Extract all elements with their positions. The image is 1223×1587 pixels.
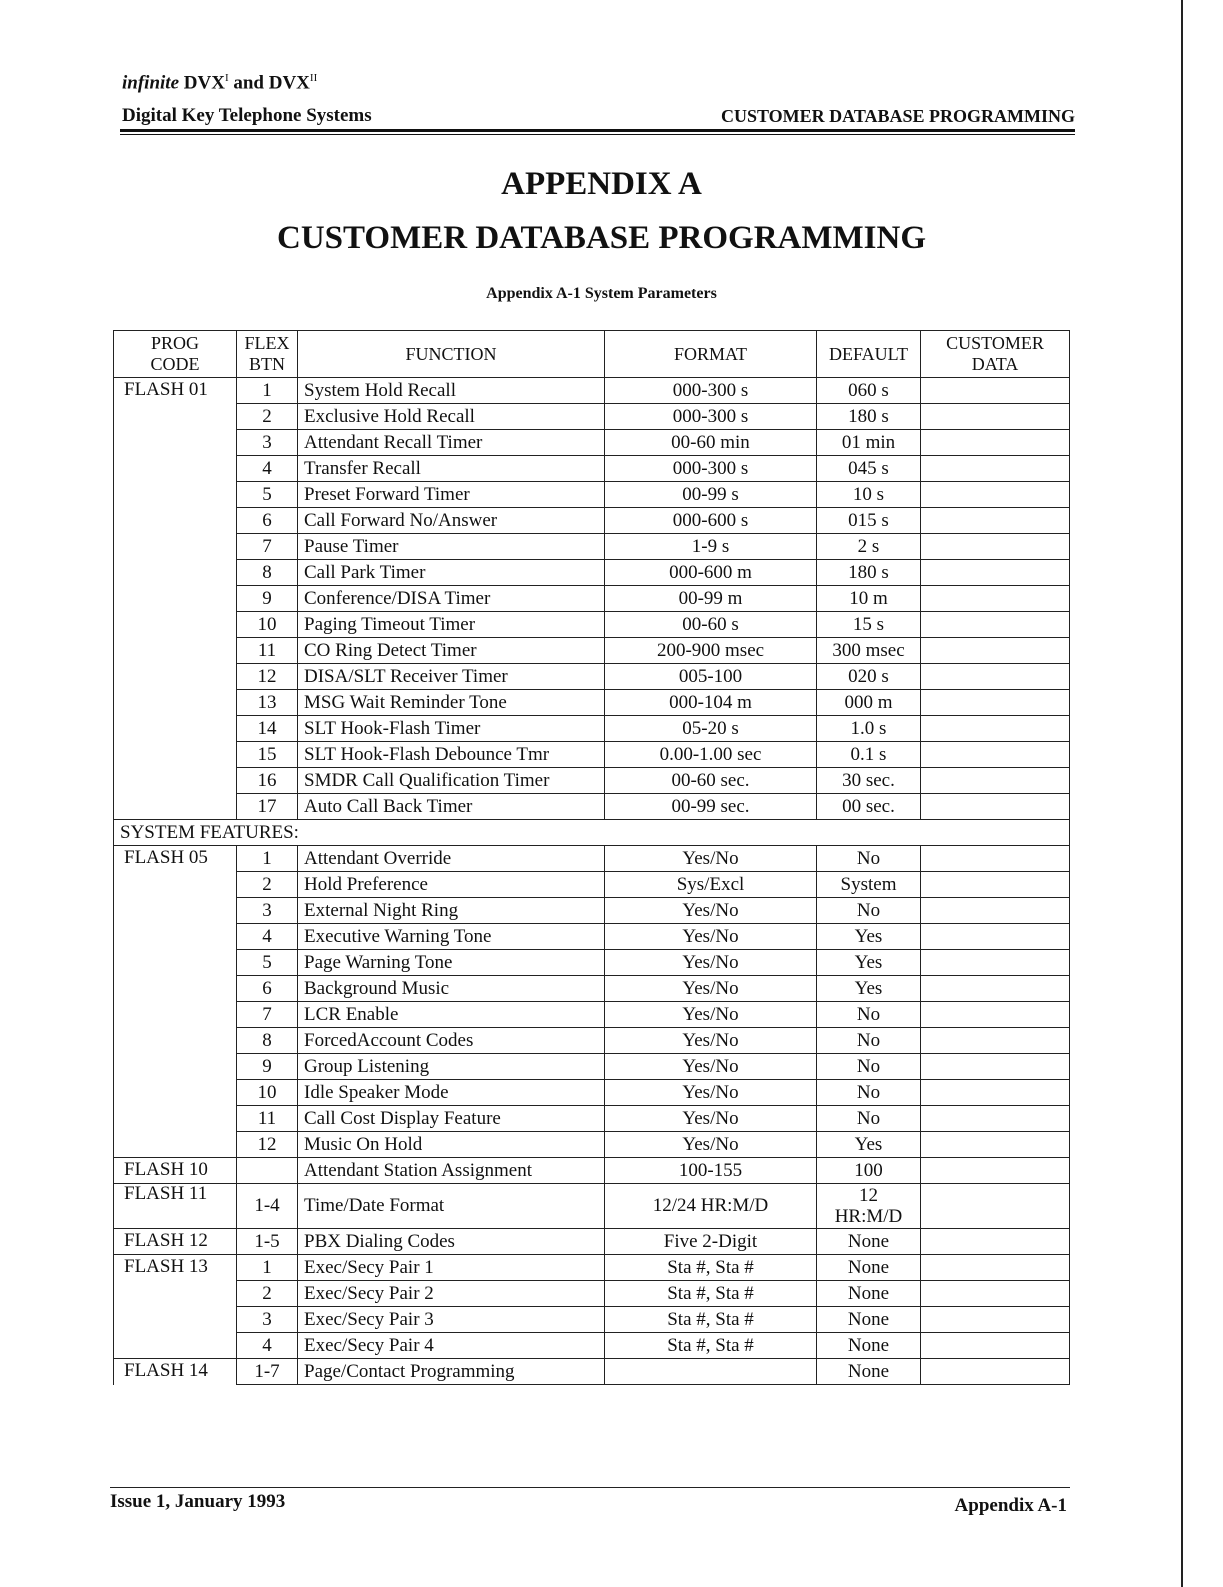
default-cell: No xyxy=(817,1054,921,1080)
format-cell: Yes/No xyxy=(605,950,817,976)
format-cell: Yes/No xyxy=(605,1002,817,1028)
function-cell: DISA/SLT Receiver Timer xyxy=(298,664,605,690)
format-cell: 000-600 m xyxy=(605,560,817,586)
default-cell: 015 s xyxy=(817,508,921,534)
prog-code-cell xyxy=(114,664,237,690)
table-row xyxy=(114,1158,1070,1184)
function-cell: Hold Preference xyxy=(298,872,605,898)
customer-data-cell[interactable] xyxy=(921,1080,1070,1106)
prog-code-cell xyxy=(114,1307,237,1333)
flex-btn-cell: 9 xyxy=(237,586,298,612)
default-cell: Yes xyxy=(817,950,921,976)
default-cell: Yes xyxy=(817,924,921,950)
customer-data-cell[interactable] xyxy=(921,1184,1070,1229)
format-cell: 005-100 xyxy=(605,664,817,690)
customer-data-cell[interactable] xyxy=(921,950,1070,976)
prog-code-cell xyxy=(114,1028,237,1054)
model-name: DVX xyxy=(183,72,225,94)
flex-btn-cell: 1 xyxy=(237,1255,298,1281)
format-cell: 100-155 xyxy=(605,1158,817,1184)
flex-btn-cell: 3 xyxy=(237,1307,298,1333)
function-cell: System Hold Recall xyxy=(298,378,605,404)
prog-code-cell xyxy=(114,1132,237,1158)
document-header-product xyxy=(122,72,317,94)
prog-code-cell xyxy=(114,1002,237,1028)
function-cell: Call Cost Display Feature xyxy=(298,1106,605,1132)
format-cell: 00-60 s xyxy=(605,612,817,638)
customer-data-cell[interactable] xyxy=(921,924,1070,950)
flex-btn-cell: 1-7 xyxy=(237,1359,298,1385)
function-cell: Attendant Recall Timer xyxy=(298,430,605,456)
default-cell: No xyxy=(817,846,921,872)
flex-btn-cell: 4 xyxy=(237,924,298,950)
format-cell: 05-20 s xyxy=(605,716,817,742)
customer-data-cell[interactable] xyxy=(921,1359,1070,1385)
customer-data-cell[interactable] xyxy=(921,1028,1070,1054)
prog-code-cell xyxy=(114,1333,237,1359)
format-cell: Sta #, Sta # xyxy=(605,1307,817,1333)
footer-issue: Issue 1, January 1993 xyxy=(110,1491,286,1512)
appendix-title: APPENDIX A xyxy=(501,166,702,202)
format-cell: 000-300 s xyxy=(605,378,817,404)
default-cell: Yes xyxy=(817,976,921,1002)
format-cell: Sta #, Sta # xyxy=(605,1281,817,1307)
format-cell: 00-99 sec. xyxy=(605,794,817,820)
table-row xyxy=(114,846,1070,872)
format-cell: 00-99 s xyxy=(605,482,817,508)
function-cell: SLT Hook-Flash Debounce Tmr xyxy=(298,742,605,768)
flex-btn-cell: 8 xyxy=(237,560,298,586)
customer-data-cell[interactable] xyxy=(921,456,1070,482)
table-row xyxy=(114,1229,1070,1255)
default-cell: None xyxy=(817,1281,921,1307)
customer-data-cell[interactable] xyxy=(921,872,1070,898)
default-cell: None xyxy=(817,1255,921,1281)
format-cell: 000-300 s xyxy=(605,404,817,430)
flex-btn-cell: 13 xyxy=(237,690,298,716)
function-cell: Page Warning Tone xyxy=(298,950,605,976)
prog-code-cell xyxy=(114,950,237,976)
customer-data-cell[interactable] xyxy=(921,612,1070,638)
customer-data-cell[interactable] xyxy=(921,1333,1070,1359)
function-cell: SLT Hook-Flash Timer xyxy=(298,716,605,742)
default-cell: No xyxy=(817,1106,921,1132)
format-cell: Yes/No xyxy=(605,1080,817,1106)
brand-name: infinite xyxy=(122,72,180,94)
table-row xyxy=(114,898,1070,924)
table-row xyxy=(114,1307,1070,1333)
default-cell: 00 sec. xyxy=(817,794,921,820)
customer-data-cell[interactable] xyxy=(921,1229,1070,1255)
table-row xyxy=(114,1054,1070,1080)
format-cell: 00-60 sec. xyxy=(605,768,817,794)
col-header-flex-btn: FLEX BTN xyxy=(237,331,298,378)
function-cell: Auto Call Back Timer xyxy=(298,794,605,820)
function-cell: SMDR Call Qualification Timer xyxy=(298,768,605,794)
prog-code-cell xyxy=(114,976,237,1002)
default-cell: 10 m xyxy=(817,586,921,612)
col-header-function: FUNCTION xyxy=(298,331,605,378)
flex-btn-cell: 1 xyxy=(237,378,298,404)
prog-code-cell xyxy=(114,1106,237,1132)
prog-code-cell: FLASH 01 xyxy=(114,378,237,404)
customer-data-cell[interactable] xyxy=(921,508,1070,534)
function-cell: Idle Speaker Mode xyxy=(298,1080,605,1106)
flex-btn-cell: 12 xyxy=(237,1132,298,1158)
table-row xyxy=(114,664,1070,690)
flex-btn-cell: 3 xyxy=(237,430,298,456)
flex-btn-cell: 10 xyxy=(237,1080,298,1106)
document-header-section: CUSTOMER DATABASE PROGRAMMING xyxy=(720,106,1075,126)
flex-btn-cell: 17 xyxy=(237,794,298,820)
table-row xyxy=(114,976,1070,1002)
flex-btn-cell: 16 xyxy=(237,768,298,794)
prog-code-cell: FLASH 10 xyxy=(114,1158,237,1184)
default-cell: No xyxy=(817,898,921,924)
prog-code-cell xyxy=(114,456,237,482)
table-row xyxy=(114,534,1070,560)
customer-data-cell[interactable] xyxy=(921,898,1070,924)
format-cell xyxy=(605,1359,817,1385)
function-cell: Page/Contact Programming xyxy=(298,1359,605,1385)
format-cell: 000-600 s xyxy=(605,508,817,534)
section-label: SYSTEM FEATURES: xyxy=(114,820,1070,846)
table-caption: Appendix A-1 System Parameters xyxy=(486,285,717,302)
customer-data-cell[interactable] xyxy=(921,1002,1070,1028)
customer-data-cell[interactable] xyxy=(921,404,1070,430)
table-row xyxy=(114,1028,1070,1054)
customer-data-cell[interactable] xyxy=(921,638,1070,664)
flex-btn-cell: 15 xyxy=(237,742,298,768)
format-cell: 00-99 m xyxy=(605,586,817,612)
flex-btn-cell: 2 xyxy=(237,1281,298,1307)
prog-code-cell xyxy=(114,482,237,508)
flex-btn-cell: 7 xyxy=(237,1002,298,1028)
prog-code-cell xyxy=(114,794,237,820)
format-cell: Yes/No xyxy=(605,898,817,924)
default-cell: Yes xyxy=(817,1132,921,1158)
customer-data-cell[interactable] xyxy=(921,1158,1070,1184)
model-sup-1: I xyxy=(224,72,229,84)
customer-data-cell[interactable] xyxy=(921,586,1070,612)
default-cell: 180 s xyxy=(817,560,921,586)
customer-data-cell[interactable] xyxy=(921,716,1070,742)
function-cell: Time/Date Format xyxy=(298,1184,605,1229)
format-cell: Five 2-Digit xyxy=(605,1229,817,1255)
table-row xyxy=(114,1002,1070,1028)
table-row xyxy=(114,794,1070,820)
default-cell: None xyxy=(817,1229,921,1255)
customer-data-cell[interactable] xyxy=(921,690,1070,716)
page-title: CUSTOMER DATABASE PROGRAMMING xyxy=(276,220,927,256)
footer-rule xyxy=(110,1487,1070,1488)
prog-code-cell: FLASH 13 xyxy=(114,1255,237,1281)
flex-btn-cell: 1-4 xyxy=(237,1184,298,1229)
flex-btn-cell: 6 xyxy=(237,976,298,1002)
prog-code-cell xyxy=(114,898,237,924)
function-cell: Exclusive Hold Recall xyxy=(298,404,605,430)
prog-code-cell: FLASH 12 xyxy=(114,1229,237,1255)
prog-code-cell xyxy=(114,742,237,768)
col-header-format: FORMAT xyxy=(605,331,817,378)
function-cell: Exec/Secy Pair 2 xyxy=(298,1281,605,1307)
prog-code-cell xyxy=(114,716,237,742)
customer-data-cell[interactable] xyxy=(921,534,1070,560)
prog-code-cell: FLASH 05 xyxy=(114,846,237,872)
prog-code-cell xyxy=(114,560,237,586)
prog-code-cell xyxy=(114,534,237,560)
prog-code-cell: FLASH 14 xyxy=(114,1359,237,1385)
format-cell: Yes/No xyxy=(605,924,817,950)
table-row xyxy=(114,586,1070,612)
page-edge-line xyxy=(1181,0,1183,1587)
format-cell: Yes/No xyxy=(605,846,817,872)
customer-data-cell[interactable] xyxy=(921,664,1070,690)
table-row xyxy=(114,404,1070,430)
prog-code-cell xyxy=(114,404,237,430)
format-cell: 000-104 m xyxy=(605,690,817,716)
customer-data-cell[interactable] xyxy=(921,1054,1070,1080)
default-cell: 30 sec. xyxy=(817,768,921,794)
prog-code-cell xyxy=(114,586,237,612)
format-cell: Sys/Excl xyxy=(605,872,817,898)
prog-code-cell xyxy=(114,1054,237,1080)
header-rule-thin xyxy=(120,134,1075,135)
format-cell: 000-300 s xyxy=(605,456,817,482)
function-cell: ForcedAccount Codes xyxy=(298,1028,605,1054)
function-cell: Group Listening xyxy=(298,1054,605,1080)
format-cell: 200-900 msec xyxy=(605,638,817,664)
function-cell: Exec/Secy Pair 4 xyxy=(298,1333,605,1359)
function-cell: MSG Wait Reminder Tone xyxy=(298,690,605,716)
format-cell: 12/24 HR:M/D xyxy=(605,1184,817,1229)
table-row xyxy=(114,950,1070,976)
flex-btn-cell: 4 xyxy=(237,1333,298,1359)
prog-code-cell xyxy=(114,430,237,456)
prog-code-cell xyxy=(114,872,237,898)
table-row xyxy=(114,1281,1070,1307)
default-cell: None xyxy=(817,1307,921,1333)
table-row xyxy=(114,430,1070,456)
table-row xyxy=(114,508,1070,534)
default-cell: None xyxy=(817,1359,921,1385)
prog-code-cell xyxy=(114,768,237,794)
default-cell: 000 m xyxy=(817,690,921,716)
customer-data-cell[interactable] xyxy=(921,1281,1070,1307)
flex-btn-cell: 3 xyxy=(237,898,298,924)
table-row xyxy=(114,768,1070,794)
default-cell: None xyxy=(817,1333,921,1359)
format-cell: Yes/No xyxy=(605,1132,817,1158)
format-cell: 1-9 s xyxy=(605,534,817,560)
prog-code-cell xyxy=(114,1080,237,1106)
default-cell: System xyxy=(817,872,921,898)
default-cell: 100 xyxy=(817,1158,921,1184)
flex-btn-cell: 6 xyxy=(237,508,298,534)
function-cell: Exec/Secy Pair 3 xyxy=(298,1307,605,1333)
col-header-default: DEFAULT xyxy=(817,331,921,378)
table-row xyxy=(114,1184,1070,1229)
customer-data-cell[interactable] xyxy=(921,976,1070,1002)
function-cell: Background Music xyxy=(298,976,605,1002)
default-cell: 060 s xyxy=(817,378,921,404)
format-cell: 00-60 min xyxy=(605,430,817,456)
default-cell: 10 s xyxy=(817,482,921,508)
default-cell: 12 HR:M/D xyxy=(817,1184,921,1229)
function-cell: PBX Dialing Codes xyxy=(298,1229,605,1255)
system-parameters-table xyxy=(113,330,1070,1385)
header-rule xyxy=(120,129,1075,132)
table-row xyxy=(114,378,1070,404)
default-cell: 15 s xyxy=(817,612,921,638)
format-cell: 0.00-1.00 sec xyxy=(605,742,817,768)
prog-code-cell xyxy=(114,508,237,534)
prog-code-cell xyxy=(114,1281,237,1307)
customer-data-cell[interactable] xyxy=(921,768,1070,794)
flex-btn-cell: 10 xyxy=(237,612,298,638)
table-row xyxy=(114,456,1070,482)
flex-btn-cell: 11 xyxy=(237,638,298,664)
default-cell: 300 msec xyxy=(817,638,921,664)
prog-code-cell xyxy=(114,924,237,950)
customer-data-cell[interactable] xyxy=(921,1307,1070,1333)
flex-btn-cell: 7 xyxy=(237,534,298,560)
customer-data-cell[interactable] xyxy=(921,1106,1070,1132)
function-cell: Pause Timer xyxy=(298,534,605,560)
flex-btn-cell xyxy=(237,1158,298,1184)
function-cell: Paging Timeout Timer xyxy=(298,612,605,638)
table-row xyxy=(114,716,1070,742)
format-cell: Yes/No xyxy=(605,976,817,1002)
section-row-system-features xyxy=(114,820,1070,846)
prog-code-cell xyxy=(114,690,237,716)
default-cell: 1.0 s xyxy=(817,716,921,742)
table-row xyxy=(114,690,1070,716)
function-cell: LCR Enable xyxy=(298,1002,605,1028)
table-row xyxy=(114,1080,1070,1106)
function-cell: Attendant Station Assignment xyxy=(298,1158,605,1184)
default-cell: No xyxy=(817,1002,921,1028)
prog-code-cell: FLASH 11 xyxy=(114,1184,237,1229)
flex-btn-cell: 12 xyxy=(237,664,298,690)
customer-data-cell[interactable] xyxy=(921,378,1070,404)
flex-btn-cell: 9 xyxy=(237,1054,298,1080)
default-cell: 0.1 s xyxy=(817,742,921,768)
customer-data-cell[interactable] xyxy=(921,1255,1070,1281)
table-header-row xyxy=(114,331,1070,378)
default-cell: 020 s xyxy=(817,664,921,690)
table-row xyxy=(114,1359,1070,1385)
flex-btn-cell: 5 xyxy=(237,482,298,508)
footer-page-label: Appendix A-1 xyxy=(954,1495,1067,1516)
format-cell: Yes/No xyxy=(605,1054,817,1080)
table-row xyxy=(114,872,1070,898)
flex-btn-cell: 4 xyxy=(237,456,298,482)
function-cell: Call Forward No/Answer xyxy=(298,508,605,534)
prog-code-cell xyxy=(114,638,237,664)
model-name-2: and DVX xyxy=(233,72,310,94)
table-row xyxy=(114,612,1070,638)
format-cell: Sta #, Sta # xyxy=(605,1333,817,1359)
customer-data-cell[interactable] xyxy=(921,794,1070,820)
default-cell: No xyxy=(817,1028,921,1054)
function-cell: Conference/DISA Timer xyxy=(298,586,605,612)
flex-btn-cell: 2 xyxy=(237,872,298,898)
default-cell: 045 s xyxy=(817,456,921,482)
function-cell: Music On Hold xyxy=(298,1132,605,1158)
flex-btn-cell: 5 xyxy=(237,950,298,976)
function-cell: Executive Warning Tone xyxy=(298,924,605,950)
table-row xyxy=(114,482,1070,508)
flex-btn-cell: 1-5 xyxy=(237,1229,298,1255)
default-cell: 2 s xyxy=(817,534,921,560)
function-cell: Transfer Recall xyxy=(298,456,605,482)
document-header-subtitle: Digital Key Telephone Systems xyxy=(122,105,372,126)
col-header-prog-code: PROG CODE xyxy=(114,331,237,378)
table-row xyxy=(114,638,1070,664)
table-row xyxy=(114,1106,1070,1132)
format-cell: Yes/No xyxy=(605,1106,817,1132)
flex-btn-cell: 14 xyxy=(237,716,298,742)
customer-data-cell[interactable] xyxy=(921,430,1070,456)
function-cell: External Night Ring xyxy=(298,898,605,924)
flex-btn-cell: 8 xyxy=(237,1028,298,1054)
default-cell: 01 min xyxy=(817,430,921,456)
customer-data-cell[interactable] xyxy=(921,482,1070,508)
format-cell: Yes/No xyxy=(605,1028,817,1054)
default-cell: 180 s xyxy=(817,404,921,430)
function-cell: Exec/Secy Pair 1 xyxy=(298,1255,605,1281)
table-row xyxy=(114,1255,1070,1281)
table-row xyxy=(114,560,1070,586)
model-sup-2: II xyxy=(309,72,318,84)
customer-data-cell[interactable] xyxy=(921,742,1070,768)
flex-btn-cell: 1 xyxy=(237,846,298,872)
prog-code-cell xyxy=(114,612,237,638)
function-cell: CO Ring Detect Timer xyxy=(298,638,605,664)
flex-btn-cell: 11 xyxy=(237,1106,298,1132)
col-header-customer-data: CUSTOMER DATA xyxy=(921,331,1070,378)
table-row xyxy=(114,1333,1070,1359)
function-cell: Call Park Timer xyxy=(298,560,605,586)
customer-data-cell[interactable] xyxy=(921,560,1070,586)
format-cell: Sta #, Sta # xyxy=(605,1255,817,1281)
function-cell: Attendant Override xyxy=(298,846,605,872)
table-row xyxy=(114,742,1070,768)
customer-data-cell[interactable] xyxy=(921,1132,1070,1158)
flex-btn-cell: 2 xyxy=(237,404,298,430)
function-cell: Preset Forward Timer xyxy=(298,482,605,508)
table-row xyxy=(114,1132,1070,1158)
customer-data-cell[interactable] xyxy=(921,846,1070,872)
table-row xyxy=(114,924,1070,950)
default-cell: No xyxy=(817,1080,921,1106)
